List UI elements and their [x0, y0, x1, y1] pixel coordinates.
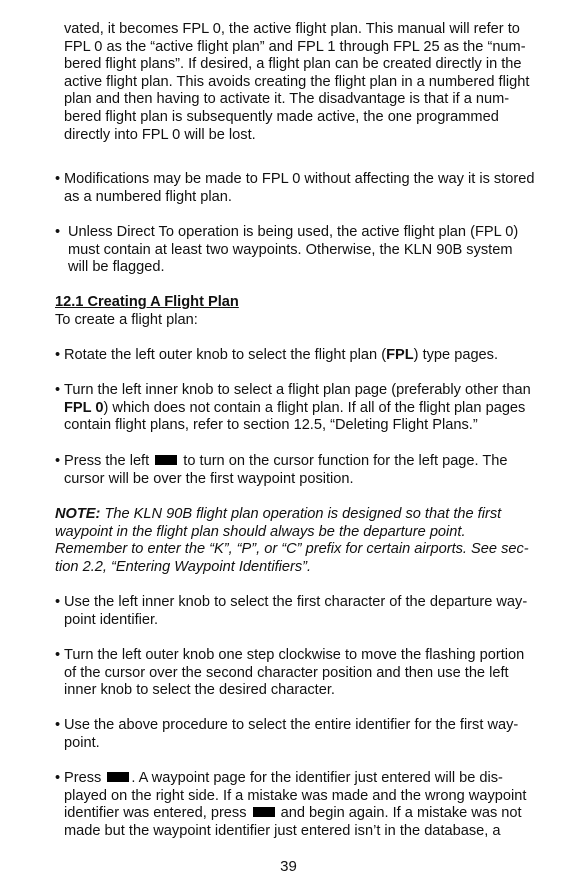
section-heading: 12.1 Creating A Flight Plan [55, 294, 239, 310]
bullet-direct-to: Unless Direct To operation is being used, the active flight plan (FPL 0) must contain at least two waypoints. Otherwise, the KLN 90B system will be flagged. [68, 224, 519, 276]
step-move-cursor: Turn the left outer knob one step clockwise to move the flashing portion of the cursor over the second character position and then use the left inner knob to select the desired character. [64, 647, 525, 699]
bullet: • [55, 717, 61, 733]
bullet: • [55, 382, 61, 398]
section-intro: To create a flight plan: [55, 312, 198, 328]
bullet: • [55, 647, 61, 663]
bullet: • [55, 453, 61, 469]
bullet-modifications: Modifications may be made to FPL 0 without affecting the way it is stored as a numbered flight plan. [64, 171, 535, 205]
bullet: • [55, 594, 61, 610]
step-press-enter: Press . A waypoint page for the identifier just entered will be dis- played on the right side. If a mistake was made and the wrong waypoint identifier was entered, press and begin again. If a mistake was not made but the waypoint identifier just entered isn’t in the database, a [64, 770, 527, 839]
bullet: • [55, 171, 61, 187]
enter-button-icon [107, 772, 129, 782]
note-paragraph: NOTE: The KLN 90B flight plan operation is designed so that the first waypoint in the flight plan should always be the departure point. Remember to enter the “K”, “P”, or “C” prefix for certain airports. See sec- tion 2.2, “Entering Waypoint Identifiers”. [55, 506, 529, 575]
paragraph-fpl0-intro: vated, it becomes FPL 0, the active flight plan. This manual will refer to FPL 0 as the “active flight plan” and FPL 1 through FPL 25 as the “num- bered flight plans”. If desired, a flight plan can be created directly in the active flight plan. This avoids creating the flight plan in a numbered flight plan and then having to activate it. The disadvantage is that if a num- bered flight plan is subsequently made active, the one programmed directly into FPL 0 will be lost. [64, 21, 530, 143]
cursor-button-icon [155, 455, 177, 465]
page-number: 39 [280, 858, 297, 875]
bullet: • [55, 347, 61, 363]
step-press-cursor: Press the left to turn on the cursor function for the left page. The cursor will be over the first waypoint position. [64, 453, 508, 487]
step-select-fpl-page: Turn the left inner knob to select a flight plan page (preferably other than FPL 0) which does not contain a flight plan. If all of the flight plan pages contain flight plans, refer to section 12.5, “Deleting Flight Plans.” [64, 382, 531, 434]
step-rotate-outer-knob: Rotate the left outer knob to select the flight plan (FPL) type pages. [64, 347, 499, 363]
bullet: • [55, 224, 61, 240]
step-select-identifier: Use the above procedure to select the entire identifier for the first way- point. [64, 717, 519, 751]
step-select-first-character: Use the left inner knob to select the first character of the departure way- point identifier. [64, 594, 528, 628]
clear-button-icon [253, 807, 275, 817]
bullet: • [55, 770, 61, 786]
